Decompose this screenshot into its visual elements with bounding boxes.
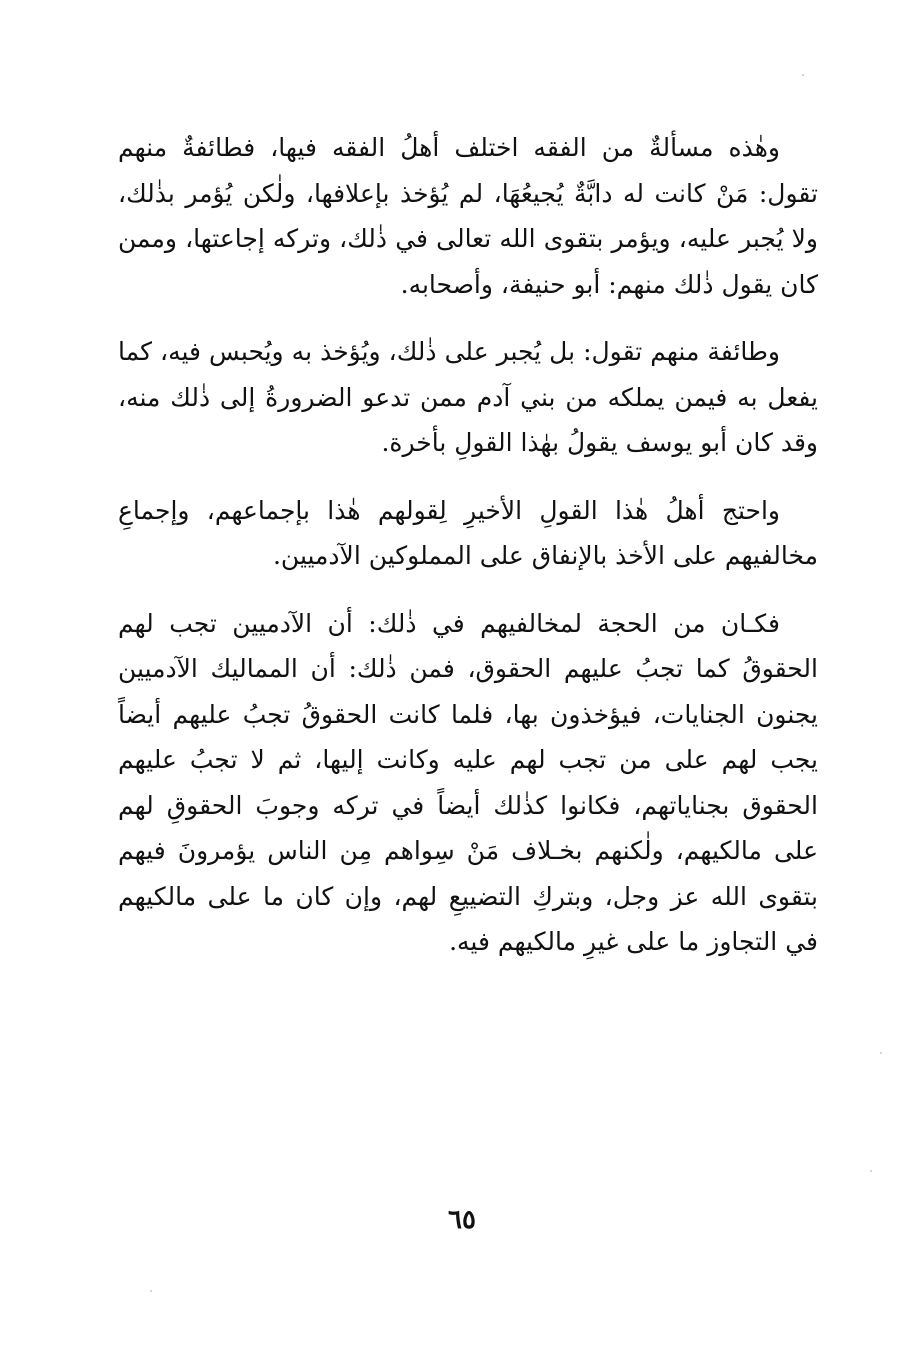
paragraph-2: وطائفة منهم تقول: بل يُجبر على ذٰلك، ويُؤخذ به ويُحبس فيه، كما يفعل به فيمن يملكه من بني آدم ممن تدعو الضرورةُ إلى ذٰلك منه، وقد كان أبو يوسف يقولُ بهٰذا القولِ بأخرة. [118, 337, 818, 457]
paragraph-1: وهٰذه مسألةٌ من الفقه اختلف أهلُ الفقه فيها، فطائفةٌ منهم تقول: مَنْ كانت له دابَّةٌ يُجيعُهَا، لم يُؤخذ بإعلافها، ولٰكن يُؤمر بذٰلك، ولا يُجبر عليه، ويؤمر بتقوى الله تعالى في ذٰلك، وتركه إجاعتها، وممن كان يقول ذٰلك منهم: أبو حنيفة، وأصحابه. [118, 133, 818, 299]
body-text [118, 125, 818, 987]
scan-speck [802, 74, 804, 76]
scan-speck [870, 1170, 872, 1172]
scan-speck [150, 1290, 152, 1292]
paragraph-3: واحتج أهلُ هٰذا القولِ الأخيرِ لِقولهم هٰذا بإجماعهم، وإجماعِ مخالفيهم على الأخذ بالإنفاق على المملوكين الآدميين. [118, 495, 818, 570]
scan-speck [880, 1052, 882, 1054]
paragraph-4: فكـان من الحجة لمخالفيهم في ذٰلك: أن الآدميين تجب لهم الحقوقُ كما تجبُ عليهم الحقوق، فمن ذٰلك: أن المماليك الآدميين يجنون الجنايات، فيؤخذون بها، فلما كانت الحقوقُ تجبُ عليهم أيضاً يجب لهم على من تجب لهم عليه وكانت إليها، ثم لا تجبُ عليهم الحقوق بجناياتهم، فكانوا كذٰلك أيضاً في تركه وجوبَ الحقوقِ لهم على مالكيهم، ولٰكنهم بخـلاف مَنْ سِواهم مِن الناس يؤمرونَ فيهم بتقوى الله عز وجل، وبتركِ التضييعِ لهم، وإن كان ما على مالكيهم في التجاوز ما على غيرِ مالكيهم فيه. [118, 608, 818, 956]
page-number: ٦٥ [448, 1205, 476, 1235]
